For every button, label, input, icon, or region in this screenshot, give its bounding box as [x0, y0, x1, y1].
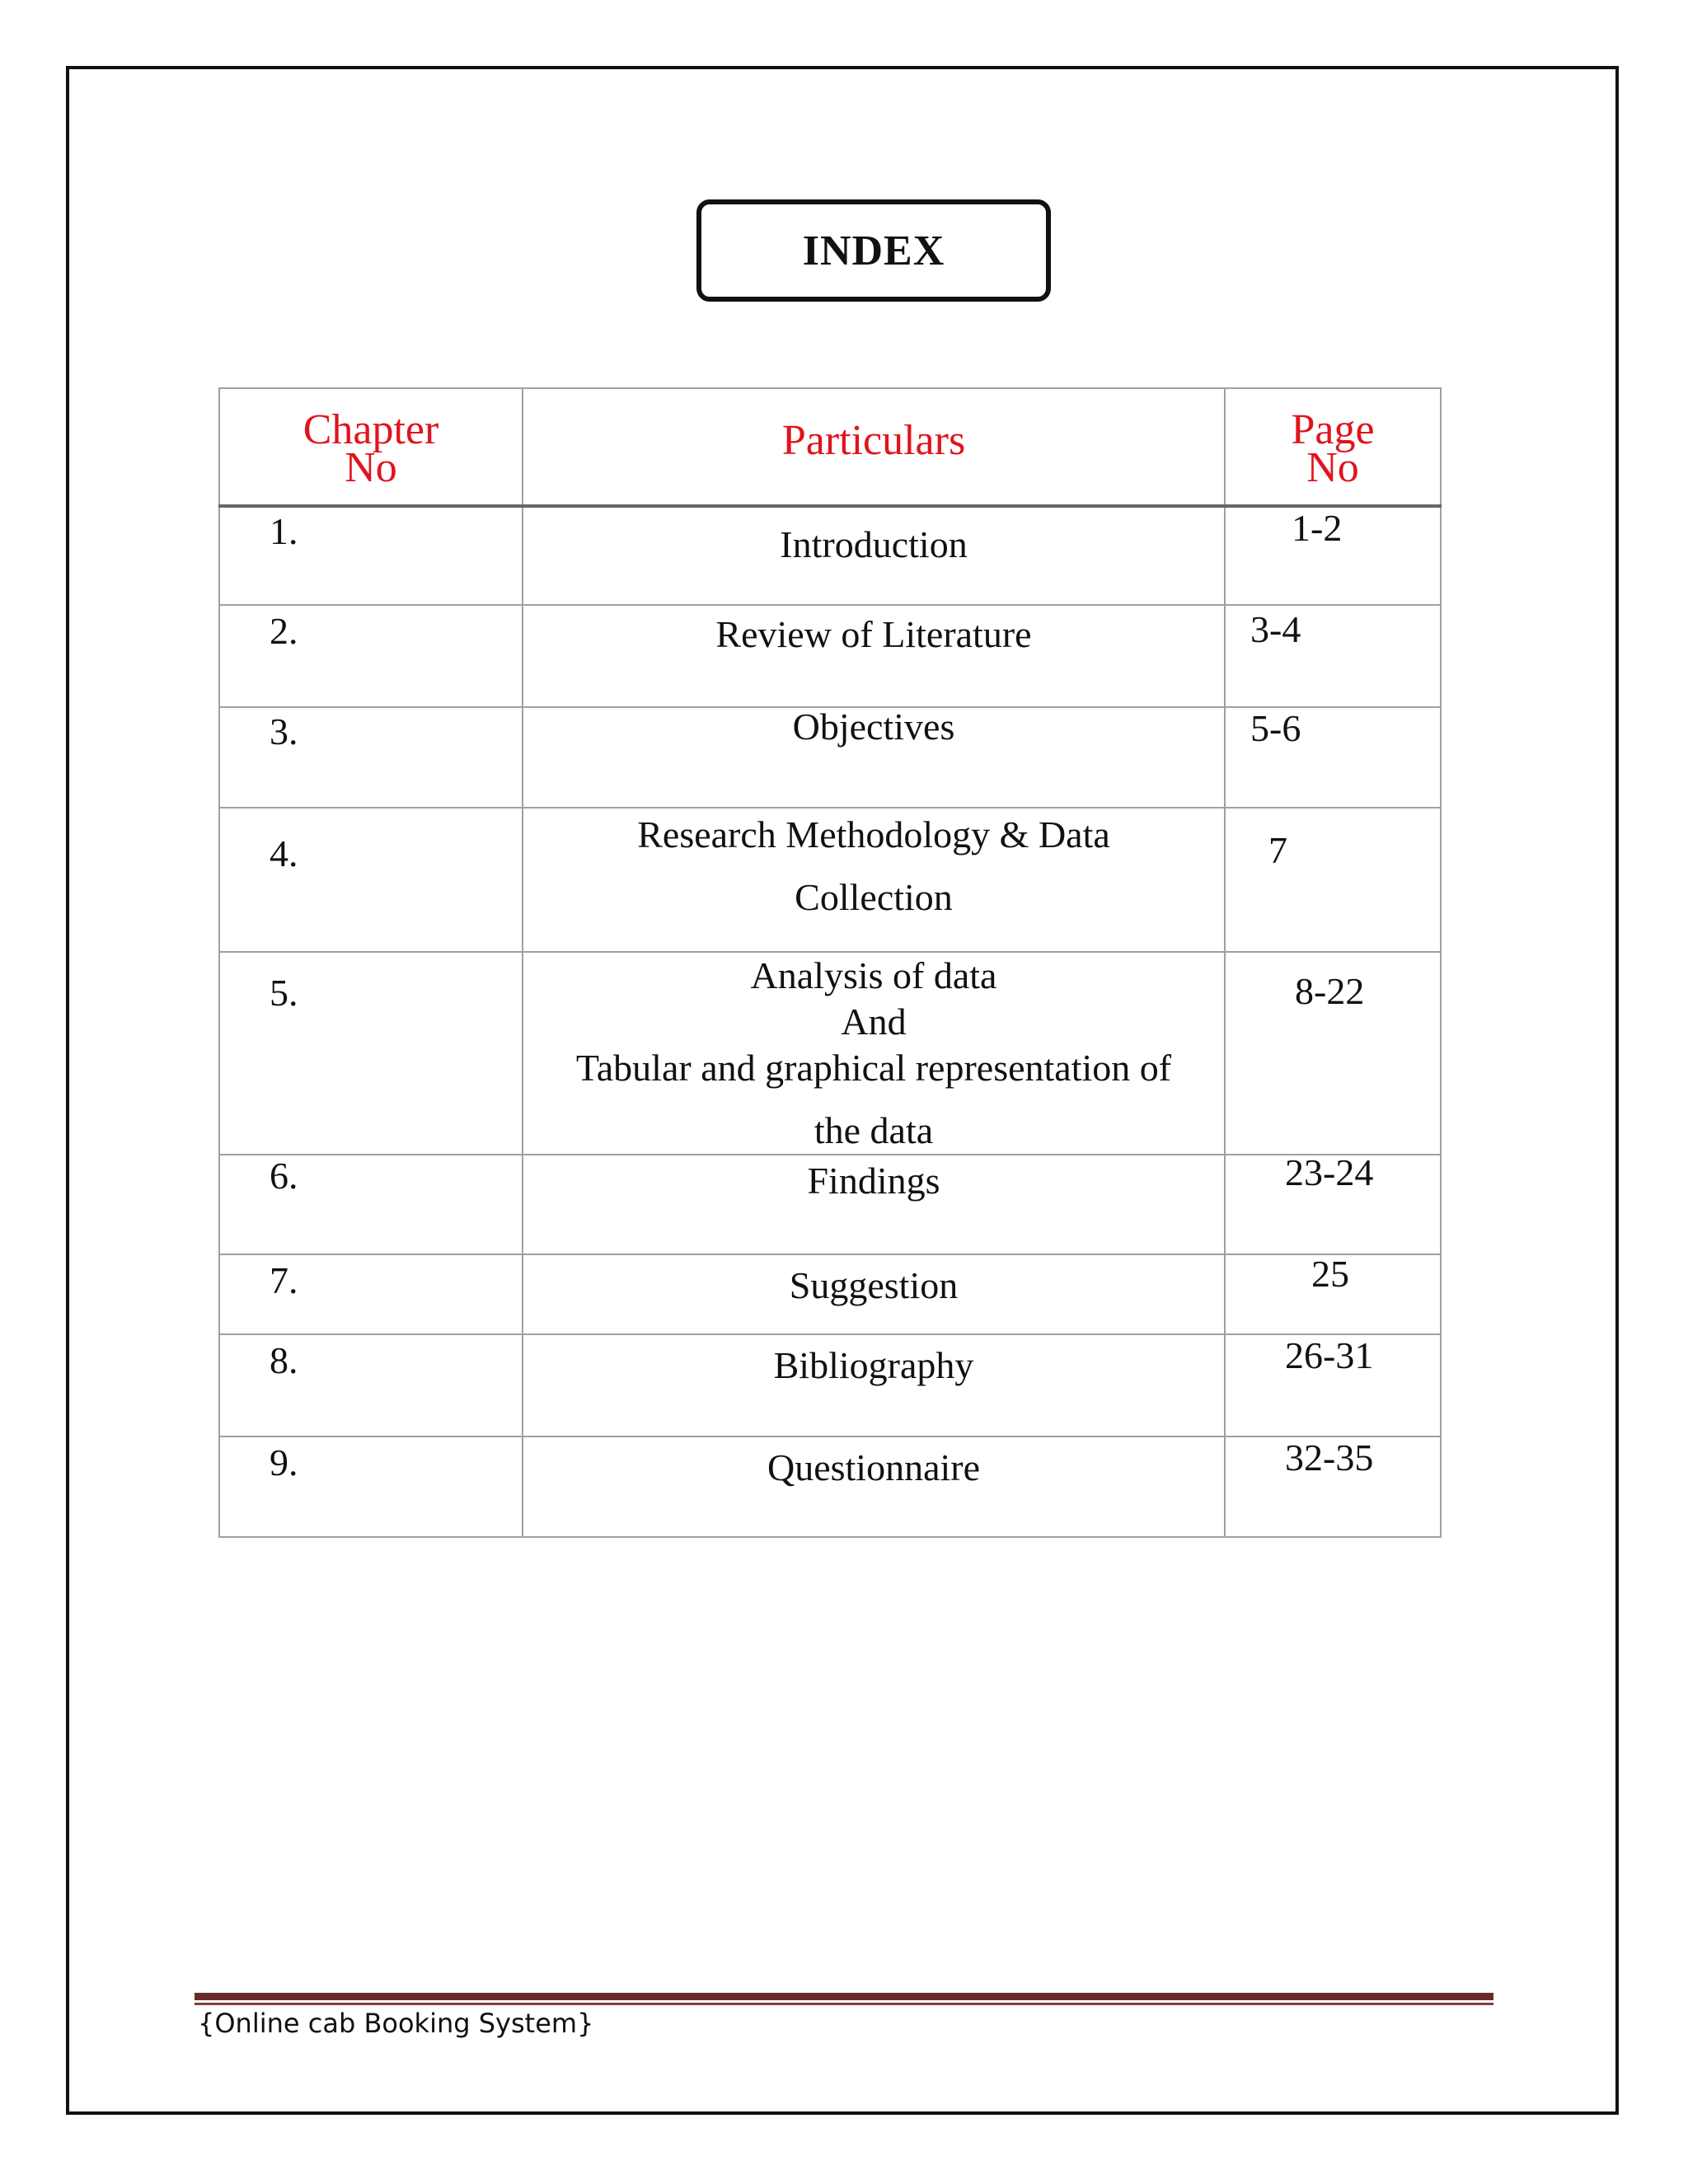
chapter-number: 7.: [219, 1254, 523, 1334]
page-range: 7: [1225, 808, 1441, 952]
particulars-cell: Questionnaire: [523, 1436, 1225, 1537]
page-range: 25: [1225, 1254, 1441, 1334]
page-range: 8-22: [1225, 952, 1441, 1155]
footer-rule: [195, 1993, 1493, 2005]
page-range: 1-2: [1225, 506, 1441, 605]
page-range: 26-31: [1225, 1334, 1441, 1436]
particulars-cell: Review of Literature: [523, 605, 1225, 707]
particulars-cell: Research Methodology & Data Collection: [523, 808, 1225, 952]
chapter-number: 2.: [219, 605, 523, 707]
particulars-cell: Analysis of data And Tabular and graphical representation of the data: [523, 952, 1225, 1155]
table-row: [219, 605, 1441, 707]
particulars-cell: Bibliography: [523, 1334, 1225, 1436]
chapter-number: 6.: [219, 1155, 523, 1254]
particulars-cell: Objectives: [523, 707, 1225, 808]
page-range: 3-4: [1225, 605, 1441, 707]
footer-text: {Online cab Booking System}: [198, 2008, 594, 2039]
index-table: [218, 387, 1442, 1538]
particulars-cell: Introduction: [523, 506, 1225, 605]
table-row: [219, 707, 1441, 808]
table-row: [219, 1254, 1441, 1334]
table-row: [219, 1436, 1441, 1537]
chapter-number: 3.: [219, 707, 523, 808]
table-row: [219, 1155, 1441, 1254]
page-range: 23-24: [1225, 1155, 1441, 1254]
header-chapter-no: Chapter No: [219, 388, 523, 506]
page-range: 32-35: [1225, 1436, 1441, 1537]
header-particulars: Particulars: [523, 388, 1225, 506]
chapter-number: 1.: [219, 506, 523, 605]
table-row: [219, 808, 1441, 952]
table-row: [219, 506, 1441, 605]
table-row: [219, 952, 1441, 1155]
page-range: 5-6: [1225, 707, 1441, 808]
chapter-number: 8.: [219, 1334, 523, 1436]
chapter-number: 5.: [219, 952, 523, 1155]
table-row: [219, 1334, 1441, 1436]
particulars-cell: Findings: [523, 1155, 1225, 1254]
table-header-row: [219, 388, 1441, 506]
index-title-box: [696, 199, 1051, 302]
header-page-no: Page No: [1225, 388, 1441, 506]
chapter-number: 9.: [219, 1436, 523, 1537]
particulars-cell: Suggestion: [523, 1254, 1225, 1334]
chapter-number: 4.: [219, 808, 523, 952]
index-title: INDEX: [802, 227, 945, 274]
